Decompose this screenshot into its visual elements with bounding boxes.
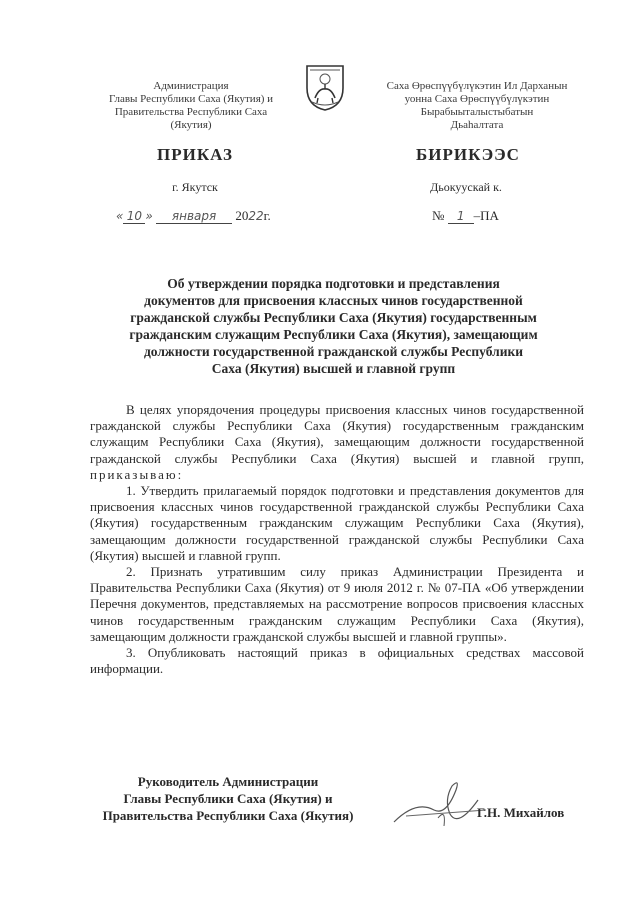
number-sign: № (432, 208, 445, 223)
header-left (96, 80, 286, 132)
date-day: 10 (123, 209, 145, 224)
date-year-prefix: 20 (235, 208, 249, 223)
order-subject (96, 275, 571, 377)
header-left-line: Администрация (153, 80, 229, 92)
signatory-line: Правительства Республики Саха (Якутия) (102, 808, 354, 823)
header-right-line: Дьаһалтата (450, 119, 504, 131)
number-value: 1 (448, 209, 474, 224)
header-right-line: Бырабыыталыстыбатын (420, 106, 534, 118)
date-year-suffix: 22 (248, 209, 264, 223)
date-close-quote: » (145, 209, 153, 223)
body-paragraph-1: 1. Утвердить прилагаемый порядок подготовки и представления документов для присвоения классных чинов государственной гражданской службы Республики Саха (Якутия) государственным гражданским служащим Республики Саха (Якутия), замещающим должности государственной гражданской службы Республики Саха (Якутия) высшей и главной групп. (90, 483, 584, 563)
order-title-russian: ПРИКАЗ (157, 145, 233, 164)
order-title-yakut: БИРИКЭЭС (416, 145, 520, 164)
preamble-text: В целях упорядочения процедуры присвоения классных чинов государственной гражданской службы Республики Саха (Якутия) государственным гражданским служащим Республики Саха (Якутия), замещающим должности государственной гражданской службы Республики Саха (Якутия) высшей и главной групп, (90, 402, 584, 466)
signatory-line: Руководитель Администрации (137, 774, 319, 789)
signatory-position (88, 773, 368, 824)
order-number (432, 208, 499, 224)
header-left-line: (Якутия) (170, 119, 212, 131)
date-year-mark: г. (263, 208, 271, 223)
header-left-line: Главы Республики Саха (Якутия) и (108, 93, 274, 105)
date-open-quote: « (116, 209, 124, 223)
subject-line: Саха (Якутия) высшей и главной групп (211, 361, 456, 376)
number-suffix: –ПА (473, 208, 499, 223)
signatory-name: Г.Н. Михайлов (477, 805, 565, 820)
coat-of-arms-emblem-icon (303, 62, 347, 112)
body-paragraph-preamble (90, 402, 584, 483)
subject-line: Об утверждении порядка подготовки и представления (167, 276, 500, 291)
signatory-line: Главы Республики Саха (Якутия) и (123, 791, 333, 806)
city-yakut: Дьокуускай к. (430, 180, 502, 194)
header-right-line: Саха Өрөспүүбүлүкэтин Ил Дарханын (386, 80, 568, 92)
order-date (116, 208, 271, 224)
city-russian: г. Якутск (172, 180, 218, 194)
header-right (362, 80, 592, 132)
subject-line: гражданским служащим Республики Саха (Якутия), замещающим (129, 327, 538, 342)
subject-line: должности государственной гражданской службы Республики (143, 344, 524, 359)
body-paragraph-3: 3. Опубликовать настоящий приказ в официальных средствах массовой информации. (90, 645, 584, 677)
subject-line: документов для присвоения классных чинов государственной (144, 293, 523, 308)
header-right-line: уонна Саха Өрөспүүбүлүкэтин (404, 93, 550, 105)
date-month: января (156, 209, 232, 224)
header-left-line: Правительства Республики Саха (114, 106, 268, 118)
body-paragraph-2: 2. Признать утратившим силу приказ Администрации Президента и Правительства Республики Саха (Якутия) от 9 июля 2012 г. № 07-ПА «Об утверждении Перечня документов, представляемых на рассмотрение вопросов присвоения классных чинов государственным гражданским служащим Республики Саха (Якутия), замещающим должности гражданской службы высшей и главной группы». (90, 564, 584, 644)
preamble-order-word: приказываю: (90, 466, 184, 482)
subject-line: гражданской службы Республики Саха (Якутия) государственным (130, 310, 537, 325)
order-body (90, 402, 584, 677)
